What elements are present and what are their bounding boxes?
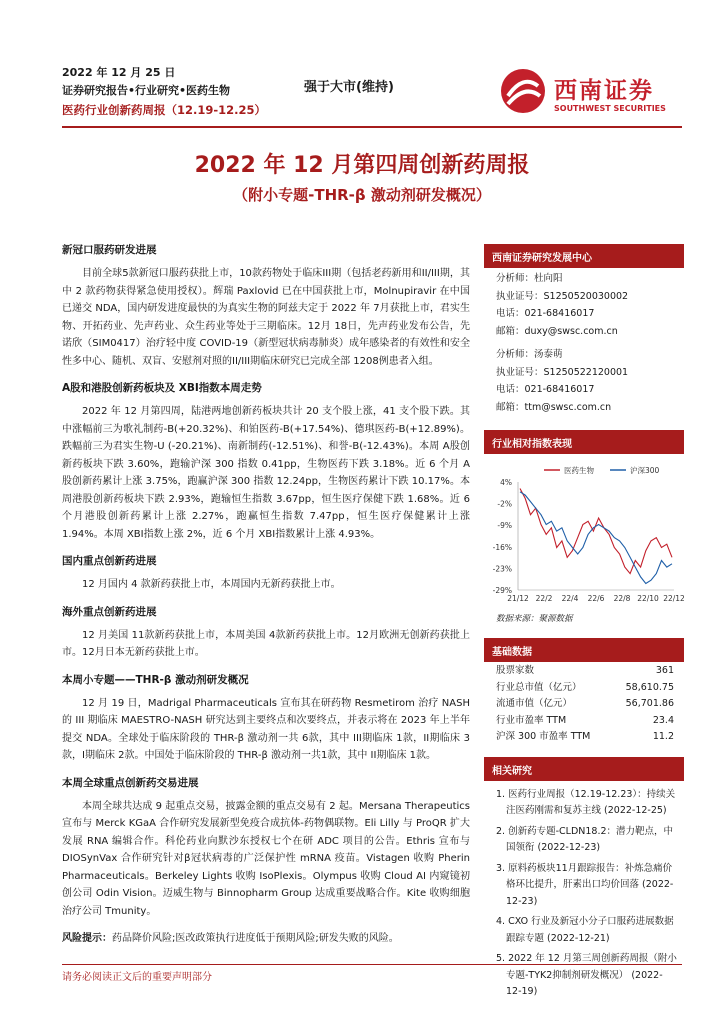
analyst-name: 分析师：汤泰萌 bbox=[496, 349, 563, 360]
x-tick-label: 22/4 bbox=[561, 594, 579, 603]
analyst-phone: 电话：021-68416017 bbox=[496, 384, 595, 395]
y-tick-label: -2% bbox=[497, 499, 512, 509]
y-tick-label: -29% bbox=[492, 586, 512, 595]
section-deals bbox=[62, 775, 470, 921]
related-item[interactable]: 5. 2022 年 12 月第三周创新药周报（附小专题-TYK2抑制剂研发概况） (2022-12-19) bbox=[496, 953, 677, 997]
related-item[interactable]: 3. 原料药板块11月跟踪报告：补炼急痛价格环比提升，肝素出口均价回落 (2022-12-23) bbox=[496, 862, 674, 907]
x-tick-label: 22/6 bbox=[587, 594, 605, 603]
row-label: 行业总市值（亿元） bbox=[496, 681, 582, 693]
y-tick-label: 4% bbox=[500, 478, 512, 487]
main-content bbox=[62, 242, 470, 947]
legend-label: 沪深300 bbox=[630, 466, 660, 475]
x-tick-label: 22/8 bbox=[613, 594, 631, 603]
row-label: 股票家数 bbox=[496, 665, 535, 676]
risk-label: 风险提示： bbox=[62, 933, 112, 944]
sidebar-header-research-center: 西南证券研究发展中心 bbox=[484, 244, 684, 268]
header-divider bbox=[62, 126, 682, 128]
section-heading: 国内重点创新药进展 bbox=[62, 555, 157, 567]
section-heading: 本周全球重点创新药交易进展 bbox=[62, 776, 199, 789]
relative-index-chart bbox=[484, 460, 684, 610]
table-row bbox=[484, 712, 684, 729]
row-value: 11.2 bbox=[652, 731, 674, 742]
report-subtitle: （附小专题-THR-β 激动剂研发概况） bbox=[233, 186, 491, 204]
x-tick-label: 21/12 bbox=[507, 594, 529, 603]
y-tick-label: -9% bbox=[497, 521, 512, 531]
analyst-name: 分析师：杜向阳 bbox=[496, 273, 563, 284]
row-value: 361 bbox=[655, 665, 674, 676]
analyst-license: 执业证号：S1250522120001 bbox=[496, 366, 629, 378]
analyst-email[interactable]: 邮箱：duxy@swsc.com.cn bbox=[496, 325, 618, 337]
report-header bbox=[62, 64, 682, 124]
row-label: 行业市盈率 TTM bbox=[496, 714, 567, 726]
section-paragraph: 本周全球共达成 9 起重点交易，披露金额的重点交易有 2 起。Mersana Therapeutics 宣布与 Merck KGaA 合作研究发展新型免疫合成抗体-药物偶联物。Eli Lilly 与 ProQR 扩大发展 RNA 编辑合作。科伦药业向默沙东授权七个在研 ADC 项目的公告。Ethris 宣布与 DIOSynVax 合作研究针对β冠状病毒的广泛保护性 mRNA 疫苗。Vistagen 收购 Pherin Pharmaceuticals。Berkeley Lights 收购 IsoPlexis。Olympus 收购 Cloud AI 内窥镜初创公司 Odin Vision。迈威生物与 Binnopharm Group 达成重要战略合作。Kite 收购细胞治疗公司 Tmunity。 bbox=[62, 800, 470, 917]
risk-text: 药品降价风险;医改政策执行进度低于预期风险;研发失败的风险。 bbox=[112, 933, 399, 944]
row-value: 58,610.75 bbox=[625, 681, 674, 693]
x-tick-label: 22/2 bbox=[535, 594, 553, 603]
y-tick-label: -16% bbox=[492, 542, 512, 552]
section-market-trend bbox=[62, 380, 470, 543]
company-logo bbox=[498, 64, 698, 124]
analyst-email[interactable]: 邮箱：ttm@swsc.com.cn bbox=[496, 401, 612, 413]
report-category: 证券研究报告•行业研究•医药生物 bbox=[62, 84, 231, 97]
series-line-csi300 bbox=[520, 492, 672, 584]
related-item[interactable]: 1. 医药行业周报（12.19-12.23）：持续关注医药刚需和复苏主线 (2022-12-25) bbox=[496, 788, 676, 816]
footer-disclaimer[interactable]: 请务必阅读正文后的重要声明部分 bbox=[62, 972, 212, 983]
row-value: 23.4 bbox=[652, 714, 674, 726]
section-paragraph: 12 月美国 11款新药获批上市，本周美国 4款新药获批上市。12月欧洲无创新药获批上市。12月日本无新药获批上市。 bbox=[62, 629, 470, 658]
legend-label: 医药生物 bbox=[564, 466, 594, 475]
section-paragraph: 12 月国内 4 款新药获批上市，本周国内无新药获批上市。 bbox=[82, 579, 341, 590]
analyst-list bbox=[484, 268, 684, 416]
table-row bbox=[484, 662, 684, 679]
analyst-license: 执业证号：S1250520030002 bbox=[496, 290, 629, 302]
row-value: 56,701.86 bbox=[625, 698, 674, 709]
section-heading: 本周小专题——THR-β 激动剂研发概况 bbox=[62, 673, 249, 686]
analyst-phone: 电话：021-68416017 bbox=[496, 308, 595, 319]
section-paragraph: 12 月 19 日，Madrigal Pharmaceuticals 宣布其在研药物 Resmetirom 治疗 NASH 的 III 期临床 MAESTRO-NASH 研究达到主要终点和次要终点，并表示将在 2023 年上半年提交 NDA。全球处于临床阶段的 THR-β 激动剂一共 6款，其中 III期临床 1款，II期临床 3款，I期临床 2款。中国处于临床阶段的 THR-β 激动剂一共1款，其中 II期临床 1款。 bbox=[62, 697, 470, 761]
row-label: 沪深 300 市盈率 TTM bbox=[496, 731, 591, 742]
table-row bbox=[484, 728, 684, 745]
risk-warning bbox=[62, 930, 470, 947]
swsc-logo-icon bbox=[498, 66, 548, 116]
industry-rating: 强于大市(维持) bbox=[304, 80, 394, 95]
sidebar-header-related: 相关研究 bbox=[484, 757, 684, 781]
section-covid-oral bbox=[62, 242, 470, 370]
report-date: 2022 年 12 月 25 日 bbox=[62, 66, 176, 79]
chart-canvas bbox=[484, 460, 684, 610]
sidebar-header-index: 行业相对指数表现 bbox=[484, 430, 684, 454]
report-title: 2022 年 12 月第四周创新药周报 bbox=[194, 153, 530, 178]
basic-data-table bbox=[484, 662, 684, 745]
sidebar bbox=[484, 244, 684, 1005]
y-tick-label: -23% bbox=[492, 564, 512, 574]
section-overseas bbox=[62, 604, 470, 662]
related-item[interactable]: 4. CXO 行业及新冠小分子口服药进展数据跟踪专题 (2022-12-21) bbox=[496, 916, 674, 944]
section-heading: A股和港股创新药板块及 XBI指数本周走势 bbox=[62, 382, 262, 394]
report-series: 医药行业创新药周报（12.19-12.25） bbox=[62, 103, 267, 117]
series-line-pharma bbox=[520, 489, 672, 574]
x-tick-label: 22/12 bbox=[663, 594, 684, 603]
x-tick-label: 22/10 bbox=[637, 594, 659, 603]
footer-divider bbox=[62, 964, 682, 965]
table-row bbox=[484, 679, 684, 696]
section-paragraph: 目前全球5款新冠口服药获批上市，10款药物处于临床III期（包括老药新用和II/III期，其中 2 款药物获得紧急使用授权）。辉瑞 Paxlovid 已在中国获批上市，Molnupiravir 在中国已递交 NDA，国内研发进度最快的为真实生物的阿兹夫定于 2022 年 7月获批上市，君实生物、开拓药业、先声药业、众生药业等处于三期临床。12月 18日，先声药业发布公告，先诺欣（SIM0417）治疗轻中度 COVID-19（新型冠状病毒肺炎）成年感染者的有效性和安全性多中心、随机、双盲、安慰剂对照的II/III期临床研究已完成全部 1208例患者入组。 bbox=[62, 268, 470, 367]
chart-source: 数据来源：聚源数据 bbox=[496, 614, 573, 624]
section-paragraph: 2022 年 12 月第四周，陆港两地创新药板块共计 20 支个股上涨，41 支个股下跌。其中涨幅前三为歌礼制药-B(+20.32%)、和铂医药-B(+17.54%)、德琪医药-B(+12.89%)。跌幅前三为君实生物-U (-20.21%)、南新制药(-12.51%)、和誉-B(-12.43%)。本周 A股创新药板块下跌 3.60%，跑输沪深 300 指数 0.41pp，生物医药下跌 3.18%。近 6 个月 A 股创新药累计上涨 3.75%，跑赢沪深 300 指数 12.24pp，生物医药累计下跌 10.17%。本周港股创新药板块下跌 2.93%，跑输恒生指数 3.67pp，恒生医疗保健下跌 1.68%。近 6 个月港股创新药累计上涨 2.27%，跑赢恒生指数 7.47pp，恒生医疗保健累计上涨 1.94%。本周 XBI指数上涨 2%，近 6 个月 XBI指数累计上涨 4.93%。 bbox=[62, 406, 470, 540]
sidebar-header-basic: 基础数据 bbox=[484, 638, 684, 662]
table-row bbox=[484, 695, 684, 712]
section-heading: 海外重点创新药进展 bbox=[62, 605, 157, 618]
related-item[interactable]: 2. 创新药专题-CLDN18.2：潜力靶点，中国领衔 (2022-12-23) bbox=[496, 825, 674, 853]
related-research-list bbox=[484, 781, 684, 1001]
logo-text-en: SOUTHWEST SECURITIES bbox=[554, 104, 666, 113]
section-domestic bbox=[62, 553, 470, 594]
row-label: 流通市值（亿元） bbox=[496, 698, 573, 709]
section-heading: 新冠口服药研发进展 bbox=[62, 244, 157, 256]
logo-text-cn: 西南证券 bbox=[554, 77, 654, 104]
section-topic bbox=[62, 672, 470, 765]
